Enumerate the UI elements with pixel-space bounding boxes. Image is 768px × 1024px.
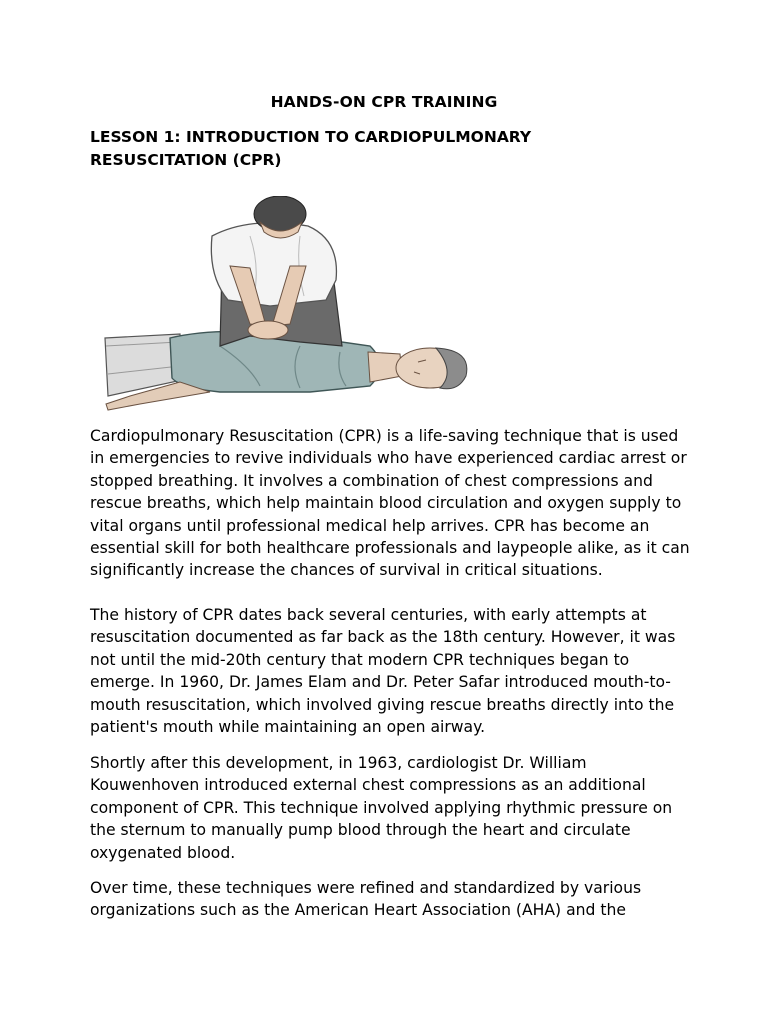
paragraph-chest-compressions: Shortly after this development, in 1963, cardiologist Dr. William Kouwenhoven introduced external chest compressions as an additional component of CPR. This technique involved applying rhythmic pressure on the sternum to manually pump blood through the heart and circulate oxygenated blood.: [90, 754, 673, 862]
paragraph-introduction: Cardiopulmonary Resuscitation (CPR) is a life-saving technique that is used in emergencies to revive individuals who have experienced cardiac arrest or stopped breathing. It involves a combination of chest compressions and rescue breaths, which help maintain blood circulation and oxygen supply to vital organs until professional medical help arrives. CPR has become an essential skill for both healthcare professionals and laypeople alike, as it can significantly increase the chances of survival in critical situations.: [90, 427, 690, 580]
cpr-illustration-icon: [100, 196, 480, 418]
paragraph-history: The history of CPR dates back several centuries, with early attempts at resuscitation documented as far back as the 18th century. However, it was not until the mid-20th century that modern CPR techniques began to emerge. In 1960, Dr. James Elam and Dr. Peter Safar introduced mouth-to-mouth resuscitation, which involved giving rescue breaths directly into the patient's mouth while maintaining an open airway.: [90, 606, 676, 737]
document-title: HANDS-ON CPR TRAINING: [270, 93, 498, 111]
lesson-heading: LESSON 1: INTRODUCTION TO CARDIOPULMONARY RESUSCITATION (CPR): [90, 128, 532, 169]
paragraph-standardization: Over time, these techniques were refined and standardized by various organizations such as the American Heart Association (AHA) and the: [90, 879, 642, 920]
